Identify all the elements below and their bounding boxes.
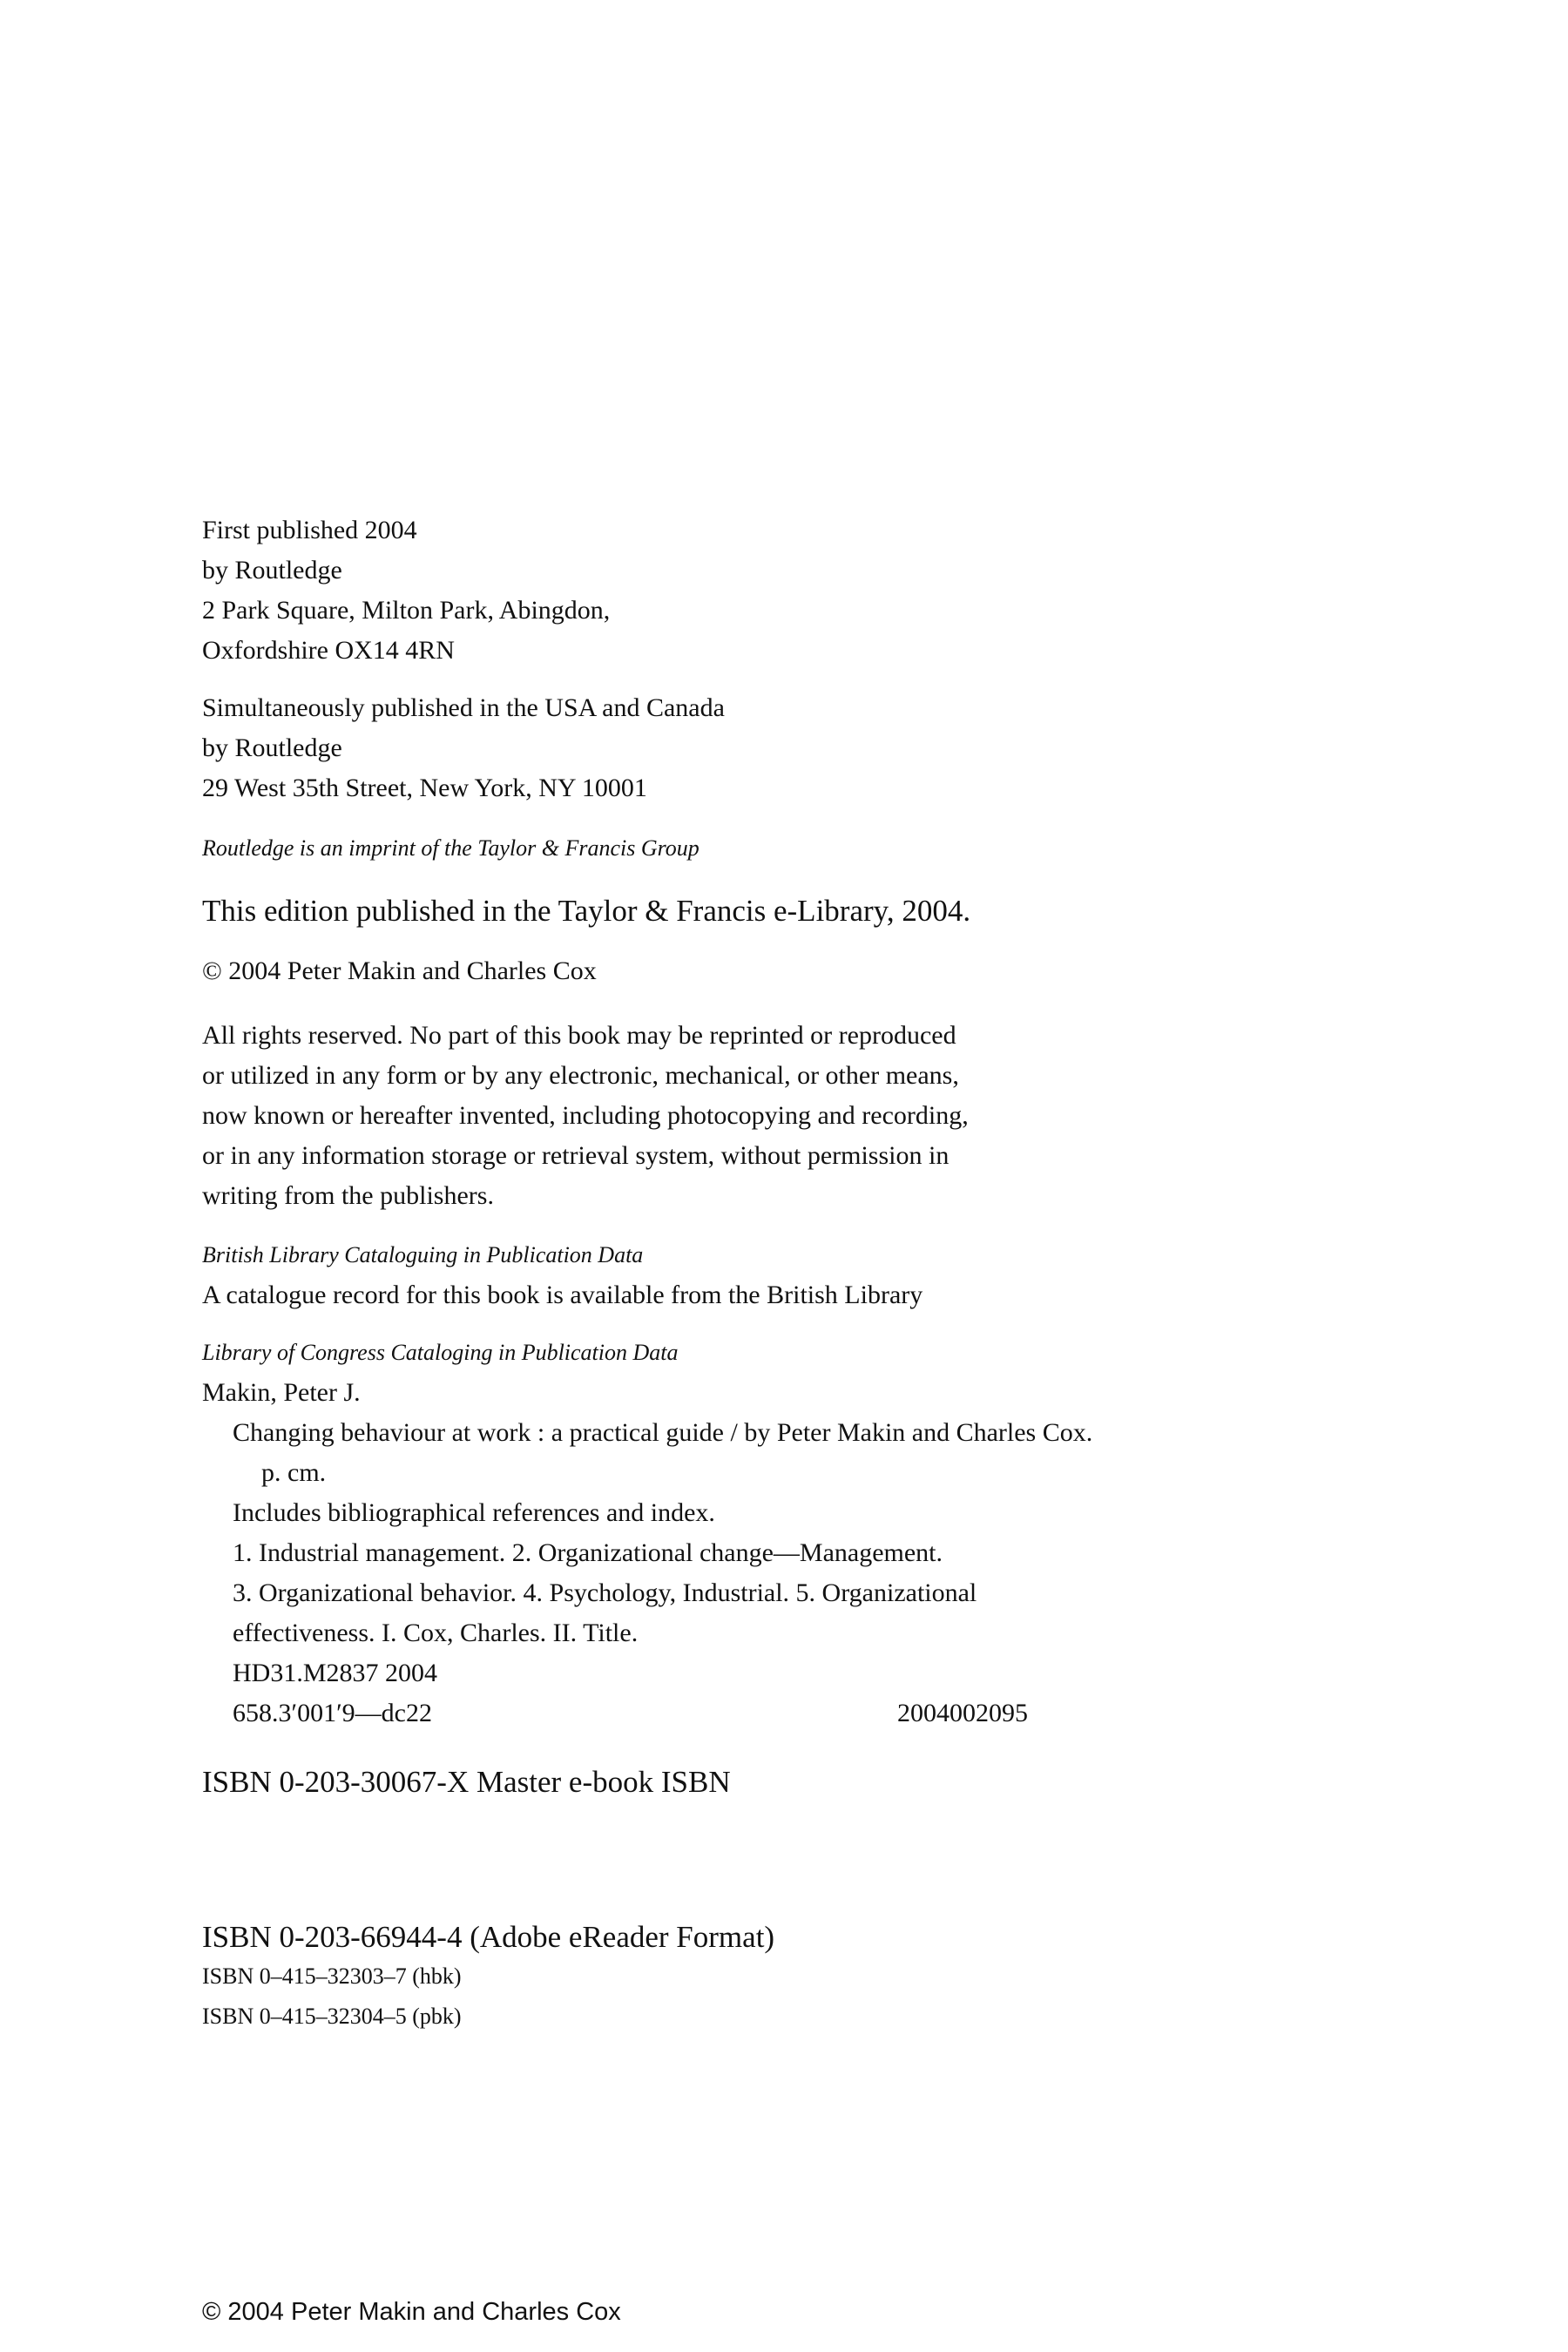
rights-line: or utilized in any form or by any electronic, mechanical, or other means, — [202, 1061, 959, 1090]
loc-subjects: 1. Industrial management. 2. Organizational change—Management. — [233, 1538, 943, 1567]
publisher-address-line2: Oxfordshire OX14 4RN — [202, 636, 455, 665]
rights-line: now known or hereafter invented, including photocopying and recording, — [202, 1101, 969, 1130]
loc-author: Makin, Peter J. — [202, 1378, 361, 1407]
loc-control-number: 2004002095 — [897, 1699, 1028, 1727]
rights-line: writing from the publishers. — [202, 1181, 494, 1210]
rights-line: or in any information storage or retrieval system, without permission in — [202, 1141, 950, 1170]
rights-line: All rights reserved. No part of this book may be reprinted or reproduced — [202, 1021, 956, 1050]
british-library-heading: British Library Cataloguing in Publication Data — [202, 1242, 644, 1267]
loc-heading: Library of Congress Cataloging in Publication Data — [202, 1340, 679, 1365]
us-publisher-address: 29 West 35th Street, New York, NY 10001 — [202, 774, 647, 802]
publisher-name: by Routledge — [202, 556, 342, 585]
simultaneous-publication: Simultaneously published in the USA and Canada — [202, 693, 725, 722]
loc-title: Changing behaviour at work : a practical guide / by Peter Makin and Charles Cox. — [233, 1418, 1093, 1447]
loc-bibliography: Includes bibliographical references and index. — [233, 1498, 715, 1527]
us-publisher-name: by Routledge — [202, 733, 342, 762]
first-published: First published 2004 — [202, 516, 417, 544]
loc-subjects: 3. Organizational behavior. 4. Psychology, Industrial. 5. Organizational — [233, 1578, 977, 1607]
footer-copyright: © 2004 Peter Makin and Charles Cox — [202, 2298, 621, 2326]
british-library-text: A catalogue record for this book is available from the British Library — [202, 1281, 923, 1309]
isbn-master: ISBN 0-203-30067-X Master e-book ISBN — [202, 1765, 731, 1799]
imprint-note: Routledge is an imprint of the Taylor & Francis Group — [202, 835, 700, 861]
loc-pages: p. cm. — [261, 1458, 327, 1487]
isbn-adobe: ISBN 0-203-66944-4 (Adobe eReader Format) — [202, 1920, 775, 1954]
isbn-hbk: ISBN 0–415–32303–7 (hbk) — [202, 1963, 462, 1989]
isbn-pbk: ISBN 0–415–32304–5 (pbk) — [202, 2004, 462, 2029]
loc-dewey: 658.3′001′9—dc22 — [233, 1699, 432, 1727]
loc-call-number: HD31.M2837 2004 — [233, 1659, 438, 1687]
ebook-edition-note: This edition published in the Taylor & Francis e-Library, 2004. — [202, 894, 971, 928]
loc-subjects: effectiveness. I. Cox, Charles. II. Title. — [233, 1619, 639, 1647]
publisher-address-line1: 2 Park Square, Milton Park, Abingdon, — [202, 596, 611, 625]
copyright-line: © 2004 Peter Makin and Charles Cox — [202, 956, 597, 985]
